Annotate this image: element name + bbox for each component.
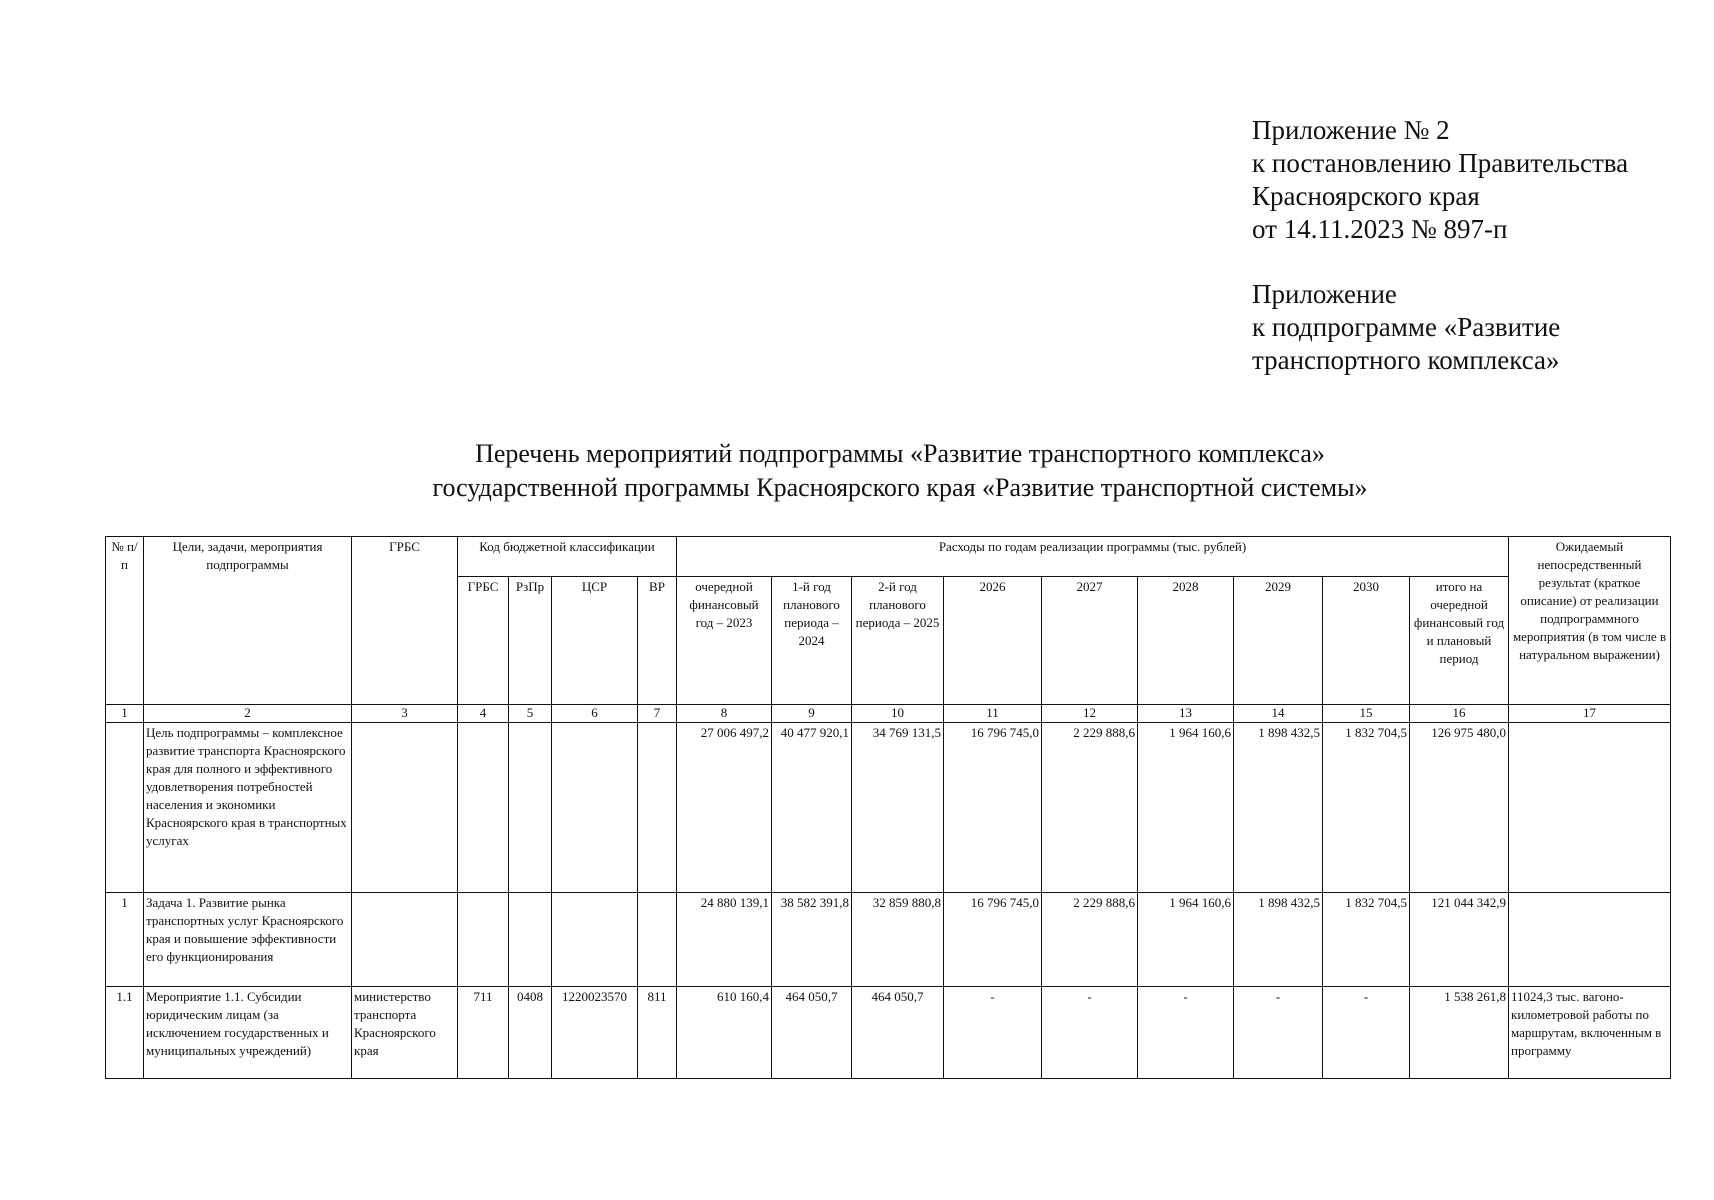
annex-line: к постановлению Правительства (1252, 148, 1629, 178)
row-value-2030: - (1323, 987, 1410, 1079)
header-code-grbs: ГРБС (458, 577, 509, 705)
row-value-2026: 16 796 745,0 (944, 893, 1042, 987)
row-value-2029: 1 898 432,5 (1234, 723, 1323, 893)
row-value-2024: 40 477 920,1 (772, 723, 852, 893)
annex-line: Красноярского края (1252, 181, 1480, 211)
row-value-2024: 38 582 391,8 (772, 893, 852, 987)
annex-line: Приложение № 2 (1252, 115, 1450, 145)
header-total: итого на очередной финансовый год и плановый период (1410, 577, 1509, 705)
row-value-total: 121 044 342,9 (1410, 893, 1509, 987)
row-csr (552, 723, 638, 893)
annex-subprogram (1252, 278, 1560, 377)
row-value-2028: 1 964 160,6 (1138, 723, 1234, 893)
header-year-2023: очередной финансовый год – 2023 (677, 577, 772, 705)
col-number: 2 (144, 705, 352, 723)
row-code-grbs (458, 723, 509, 893)
row-value-2027: - (1042, 987, 1138, 1079)
row-value-2025: 32 859 880,8 (852, 893, 944, 987)
row-num: 1 (106, 893, 144, 987)
annex-line: Приложение (1252, 279, 1397, 309)
col-number: 10 (852, 705, 944, 723)
row-value-2029: 1 898 432,5 (1234, 893, 1323, 987)
title-line-2: государственной программы Красноярского края «Развитие транспортной системы» (432, 473, 1368, 502)
row-value-2026: 16 796 745,0 (944, 723, 1042, 893)
row-grbs (352, 893, 458, 987)
row-value-2029: - (1234, 987, 1323, 1079)
row-value-2023: 24 880 139,1 (677, 893, 772, 987)
row-rzpr (509, 893, 552, 987)
col-number: 5 (509, 705, 552, 723)
row-value-2023: 610 160,4 (677, 987, 772, 1079)
row-result (1509, 723, 1671, 893)
row-rzpr: 0408 (509, 987, 552, 1079)
table-row (106, 987, 1671, 1079)
title-line-1: Перечень мероприятий подпрограммы «Развитие транспортного комплекса» (475, 439, 1325, 468)
header-year-2026: 2026 (944, 577, 1042, 705)
row-csr: 1220023570 (552, 987, 638, 1079)
row-csr (552, 893, 638, 987)
header-grbs: ГРБС (352, 537, 458, 705)
row-value-2026: - (944, 987, 1042, 1079)
row-grbs (352, 723, 458, 893)
header-year-2030: 2030 (1323, 577, 1410, 705)
row-value-2028: 1 964 160,6 (1138, 893, 1234, 987)
header-expenses: Расходы по годам реализации программы (тыс. рублей) (677, 537, 1509, 577)
row-value-2023: 27 006 497,2 (677, 723, 772, 893)
annex-line: транспортного комплекса» (1252, 345, 1560, 375)
table-row (106, 893, 1671, 987)
document-title (0, 437, 1714, 505)
col-number: 12 (1042, 705, 1138, 723)
row-value-2030: 1 832 704,5 (1323, 723, 1410, 893)
col-number: 9 (772, 705, 852, 723)
row-name: Мероприятие 1.1. Субсидии юридическим лицам (за исключением государственных и муниципальных учреждений) (144, 987, 352, 1079)
header-budget-code: Код бюджетной классификации (458, 537, 677, 577)
header-year-2028: 2028 (1138, 577, 1234, 705)
col-number: 4 (458, 705, 509, 723)
col-number: 1 (106, 705, 144, 723)
row-value-2025: 34 769 131,5 (852, 723, 944, 893)
row-num: 1.1 (106, 987, 144, 1079)
header-goals: Цели, задачи, мероприятия подпрограммы (144, 537, 352, 705)
row-name: Задача 1. Развитие рынка транспортных услуг Красноярского края и повышение эффективности его функционирования (144, 893, 352, 987)
col-number: 7 (638, 705, 677, 723)
row-value-2030: 1 832 704,5 (1323, 893, 1410, 987)
header-result: Ожидаемый непосредственный результат (краткое описание) от реализации подпрограммного мероприятия (в том числе в натуральном выражении) (1509, 537, 1671, 705)
row-value-2025: 464 050,7 (852, 987, 944, 1079)
row-value-total: 126 975 480,0 (1410, 723, 1509, 893)
row-vr (638, 893, 677, 987)
header-year-2025: 2-й год планового периода – 2025 (852, 577, 944, 705)
col-number: 8 (677, 705, 772, 723)
measures-table (105, 536, 1671, 1079)
header-num: № п/п (106, 537, 144, 705)
row-result: 11024,3 тыс. вагоно-километровой работы по маршрутам, включенным в программу (1509, 987, 1671, 1079)
header-code-rzpr: РзПр (509, 577, 552, 705)
row-vr (638, 723, 677, 893)
row-result (1509, 893, 1671, 987)
col-number: 11 (944, 705, 1042, 723)
header-year-2029: 2029 (1234, 577, 1323, 705)
row-num (106, 723, 144, 893)
col-number: 17 (1509, 705, 1671, 723)
col-number: 15 (1323, 705, 1410, 723)
row-value-total: 1 538 261,8 (1410, 987, 1509, 1079)
row-name: Цель подпрограммы – комплексное развитие транспорта Красноярского края для полного и эффективного удовлетворения потребностей населения и экономики Красноярского края в транспортных услугах (144, 723, 352, 893)
row-code-grbs: 711 (458, 987, 509, 1079)
row-value-2024: 464 050,7 (772, 987, 852, 1079)
annex-line: от 14.11.2023 № 897-п (1252, 214, 1508, 244)
annex-line: к подпрограмме «Развитие (1252, 312, 1561, 342)
col-number: 13 (1138, 705, 1234, 723)
row-value-2028: - (1138, 987, 1234, 1079)
table-row (106, 723, 1671, 893)
row-value-2027: 2 229 888,6 (1042, 893, 1138, 987)
row-grbs: министерство транспорта Красноярского края (352, 987, 458, 1079)
col-number: 6 (552, 705, 638, 723)
col-number: 14 (1234, 705, 1323, 723)
row-value-2027: 2 229 888,6 (1042, 723, 1138, 893)
row-rzpr (509, 723, 552, 893)
row-vr: 811 (638, 987, 677, 1079)
row-code-grbs (458, 893, 509, 987)
header-code-csr: ЦСР (552, 577, 638, 705)
col-number: 3 (352, 705, 458, 723)
header-year-2027: 2027 (1042, 577, 1138, 705)
header-code-vr: ВР (638, 577, 677, 705)
header-year-2024: 1-й год планового периода – 2024 (772, 577, 852, 705)
col-number: 16 (1410, 705, 1509, 723)
annex-main (1252, 114, 1628, 246)
